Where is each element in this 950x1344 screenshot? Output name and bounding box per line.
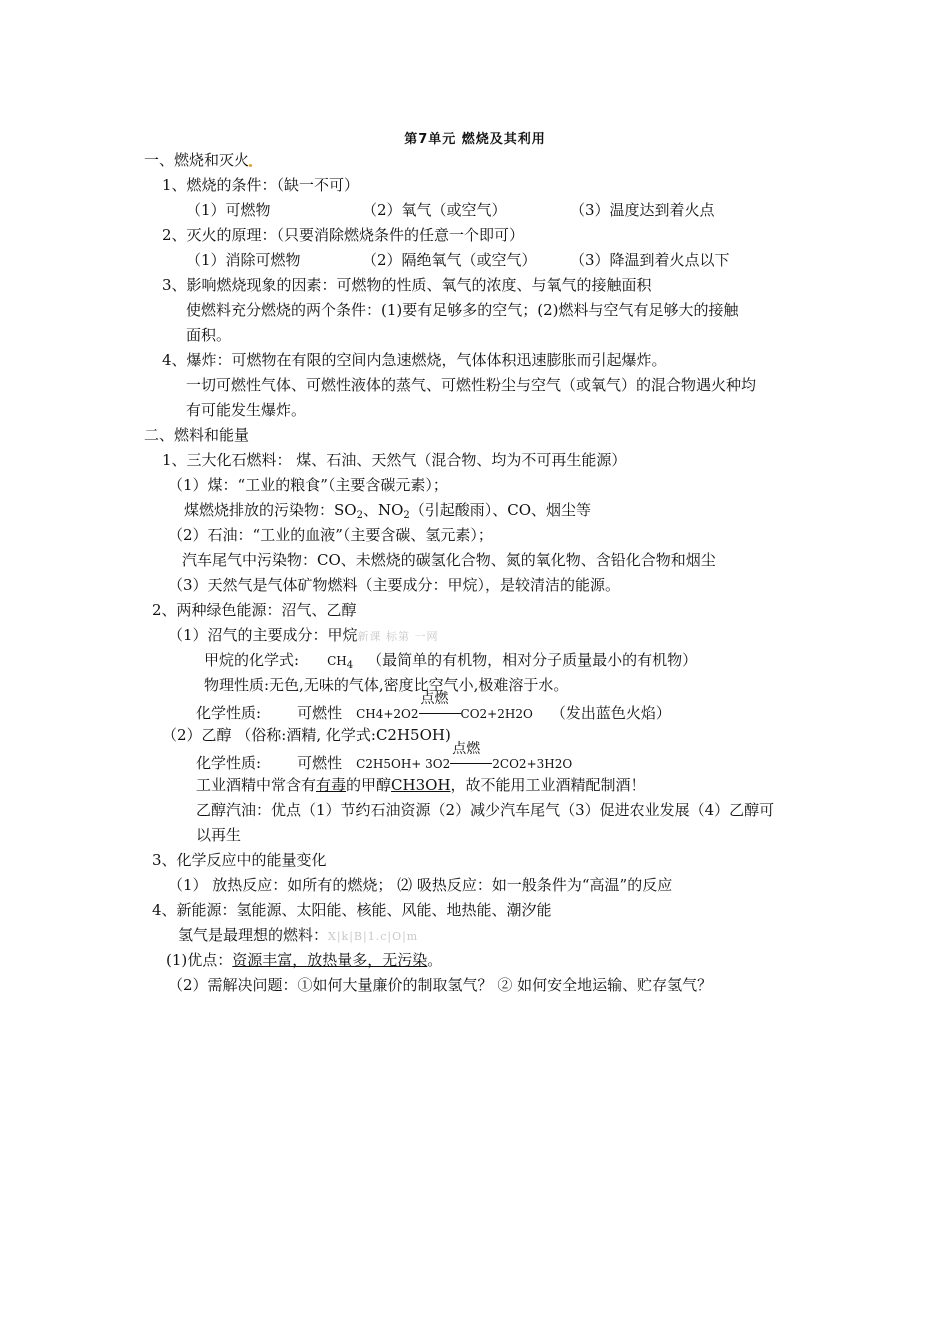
watermark-text: 新课 标第 一网 (357, 630, 439, 643)
gasohol-advantages-cont: 以再生 (196, 826, 242, 844)
new-energy: 4、新能源：氢能源、太阳能、核能、风能、地热能、潮汐能 (152, 901, 552, 919)
gasohol-advantages: 乙醇汽油：优点（1）节约石油资源（2）减少汽车尾气（3）促进农业发展（4）乙醇可 (196, 801, 775, 819)
combustion-factors: 3、影响燃烧现象的因素：可燃物的性质、氧气的浓度、与氧气的接触面积 (162, 276, 652, 294)
ethanol-line: （2）乙醇 （俗称:酒精, 化学式:C2H5OH) (162, 726, 451, 744)
green-energy: 2、两种绿色能源：沼气、乙醇 (152, 601, 357, 619)
reaction-energy-heading: 3、化学反应中的能量变化 (152, 851, 327, 869)
explosion-definition: 4、爆炸：可燃物在有限的空间内急速燃烧，气体体积迅速膨胀而引起爆炸。 (162, 351, 667, 369)
reaction-condition-ignite: 点燃 (419, 703, 461, 723)
explosion-note: 一切可燃性气体、可燃性液体的蒸气、可燃性粉尘与空气（或氧气）的混合物遇火种均 (186, 376, 757, 394)
explosion-note-cont: 有可能发生爆炸。 (186, 401, 307, 419)
methane-physical: 物理性质:无色,无味的气体,密度比空气小,极难溶于水。 (204, 676, 569, 694)
hydrogen-problems: （2）需解决问题：①如何大量廉价的制取氢气？ ② 如何安全地运输、贮存氢气？ (168, 976, 713, 994)
ethanol-reaction: 化学性质: 可燃性 C2H5OH+ 3O2 点燃 2CO2+3H2O (196, 741, 573, 772)
oil-exhaust: 汽车尾气中污染物：CO、未燃烧的碳氢化合物、氮的氧化物、含铅化合物和烟尘 (182, 551, 716, 569)
section-2-heading: 二、燃料和能量 (144, 426, 250, 444)
condition-temperature: （3）温度达到着火点 (570, 201, 715, 219)
fire-conditions: 1、燃烧的条件：（缺一不可） (162, 176, 360, 194)
condition-fuel: （1）可燃物 (186, 201, 271, 219)
methane-reaction: 化学性质: 可燃性 CH4+2O2 点燃 CO2+2H2O （发出蓝色火焰） (196, 691, 671, 722)
extinguish-principle: 2、灭火的原理：（只要消除燃烧条件的任意一个即可） (162, 226, 525, 244)
full-combustion-conditions: 使燃料充分燃烧的两个条件：(1)要有足够多的空气；(2)燃料与空气有足够大的接触 (186, 301, 739, 319)
watermark-text: X|k|B|1.c|O|m (328, 930, 419, 943)
reaction-energy-types: （1） 放热反应：如所有的燃烧； ⑵ 吸热反应：如一般条件为“高温”的反应 (168, 876, 673, 894)
industrial-alcohol-warning: 工业酒精中常含有有毒的甲醇CH3OH，故不能用工业酒精配制酒！ (196, 776, 646, 794)
hydrogen-advantages: (1)优点：资源丰富，放热量多，无污染。 (166, 951, 443, 969)
full-combustion-conditions-cont: 面积。 (186, 326, 232, 344)
reaction-condition-ignite: 点燃 (450, 753, 492, 773)
coal-line: （1）煤：“工业的粮食”（主要含碳元素）； (168, 476, 448, 494)
coal-pollutants: 煤燃烧排放的污染物：$SO_2$、$NO_2$（引起酸雨）、CO、烟尘等 (184, 501, 592, 521)
fossil-fuels: 1、三大化石燃料： 煤、石油、天然气（混合物、均为不可再生能源） (162, 451, 627, 469)
extinguish-isolate-oxygen: （2）隔绝氧气（或空气） (362, 251, 537, 269)
page-title: 第7单元 燃烧及其利用 (404, 132, 546, 147)
hydrogen-ideal: 氢气是最理想的燃料：X|k|B|1.c|O|m (178, 926, 419, 944)
oil-line: （2）石油：“工业的血液”（主要含碳、氢元素）； (168, 526, 493, 544)
extinguish-remove-fuel: （1）消除可燃物 (186, 251, 301, 269)
section-1-heading: 一、燃烧和灭火 (144, 150, 252, 170)
natural-gas: （3）天然气是气体矿物燃料（主要成分：甲烷），是较清洁的能源。 (168, 576, 621, 594)
extinguish-cool: （3）降温到着火点以下 (570, 251, 730, 269)
biogas-line: （1）沼气的主要成分：甲烷新课 标第 一网 (168, 626, 439, 644)
condition-oxygen: （2）氧气（或空气） (362, 201, 507, 219)
methane-formula: 甲烷的化学式: $CH_4$ （最简单的有机物，相对分子质量最小的有机物） (204, 651, 698, 671)
